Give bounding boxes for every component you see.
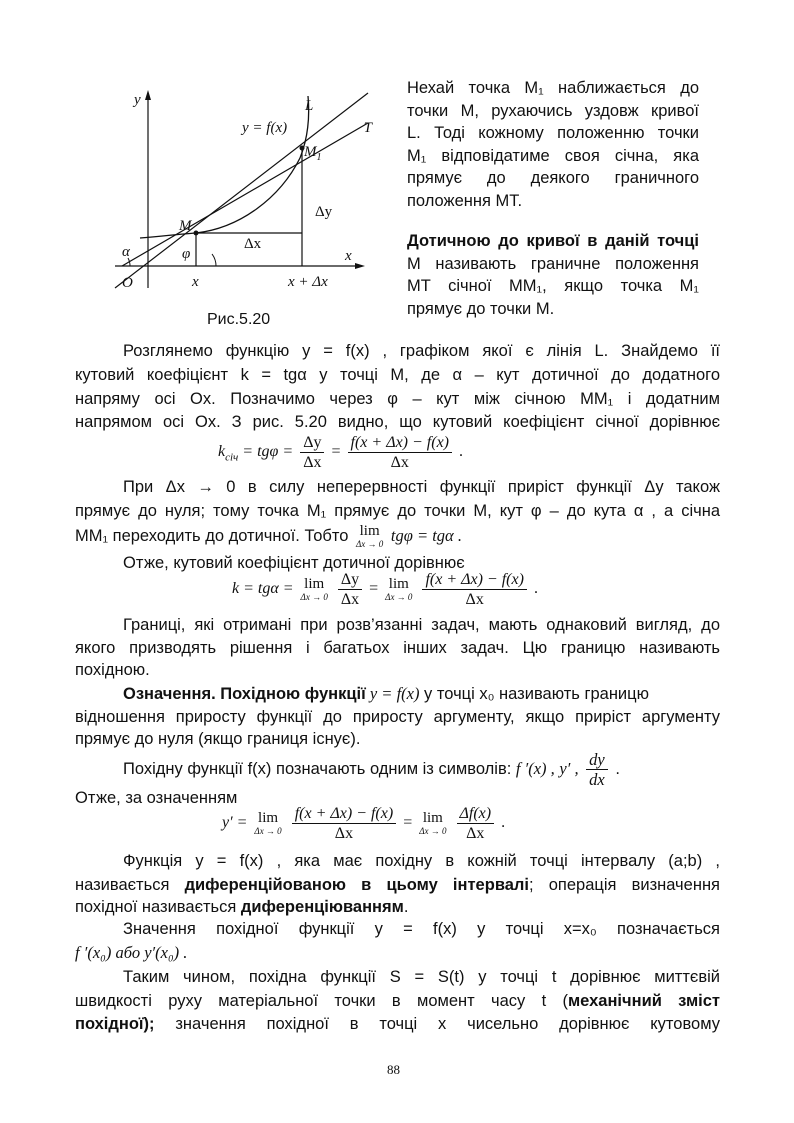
p3-line-4: напрямом осі Ox. З рис. 5.20 видно, що кутовий коефіцієнт січної дорівнює <box>75 413 720 431</box>
figure-5-20 <box>110 88 370 303</box>
p10-line-1: Значення похідної функції y = f(x) у точці x=x₀ позначається <box>123 920 720 938</box>
rc-line-6: положення MT. <box>407 191 523 210</box>
p8-line: Отже, за означенням <box>75 789 238 807</box>
p10-line-2: f ′(x₀) або y′(x₀) . <box>75 943 188 962</box>
p3-line-3: напряму осі Ox. Позначимо через φ – кут між січною MM₁ і додатним <box>75 390 720 408</box>
p6-line-2: якого призводять рішення і багатьох інших задач. Цю границю називають <box>75 639 720 657</box>
tangent-diagram <box>110 88 370 303</box>
p9-line-1: Функція y = f(x) , яка має похідну в кожній точці інтервалу (a;b) , <box>123 852 720 870</box>
p4-line-2: прямує до нуля; тому точка M₁ прямує до точки M, кут φ – до кута α , а січна <box>75 502 720 520</box>
formula-derivative: y′ = lim Δx → 0 $\frac{f(x + \Delta x) - f(x)}{\Delta x}$ = lim Δx → 0 $\frac{\Delta f(x)}{\Delta x}$ . <box>222 805 506 842</box>
point-m1-label: $M_1$ <box>304 144 322 163</box>
figure-caption: Рис.5.20 <box>207 311 271 328</box>
formula-k-tangent: k = tgα = lim Δx → 0 $\frac{\Delta y}{\Delta x}$ = lim Δx → 0 $\frac{f(x + \Delta x) - f(x)}{\Delta x}$ . <box>232 571 538 608</box>
p5-line: Отже, кутовий коефіцієнт дотичної дорівнює <box>123 554 465 572</box>
curve-label: L <box>305 98 314 114</box>
dy-label: Δy <box>315 204 333 220</box>
right-column <box>407 77 699 320</box>
definition-tangent-title: Дотичною до кривої в даній точці <box>407 232 699 250</box>
p11-line-1: Таким чином, похідна функції S = S(t) у точці t дорівнює миттєвій <box>123 968 720 986</box>
symbols-line: Похідну функції f(x) позначають одним із символів: f ′(x) , y′ , $\frac{dy}{dx}$ . <box>123 750 620 789</box>
definition-line-2: відношення приросту функції до приросту аргументу, якщо приріст аргументу <box>75 708 720 726</box>
definition-line-1: Означення. Похідною функції y = f(x) у точці x₀ називають границю <box>123 684 649 703</box>
p11-line-3: похідної); значення похідної в точці x чисельно дорівнює кутовому <box>75 1015 720 1033</box>
p9-line-2: називається диференційованою в цьому інтервалі; операція визначення <box>75 876 720 894</box>
formula-k-secant: $k_{січ} = tg\varphi$ = $\frac{\Delta y}{\Delta x}$ = $\frac{f(x + \Delta x) - f(x)}{\Delta x}$ . <box>218 434 464 471</box>
function-label: y = f(x) <box>242 120 288 136</box>
alpha-label: α <box>122 244 130 260</box>
rc-line-4: M₁ відповідатиме своя січна, яка <box>407 146 699 165</box>
dx-label: Δx <box>244 236 262 252</box>
p4-line-1: При Δx → 0 в силу неперервності функції приріст функції Δy також <box>123 478 720 496</box>
p6-line-3: похідною. <box>75 661 150 679</box>
rc-line-5: прямує до деякого граничного <box>407 169 699 187</box>
tangent-label: T <box>363 120 372 136</box>
rc-def-line-4: прямує до точки M. <box>407 299 555 318</box>
p11-line-2: швидкості руху матеріальної точки в момент часу t (механічний зміст <box>75 992 720 1010</box>
p3-line-2: кутовий коефіцієнт k = tgα у точці M, де α – кут дотичної до додатного <box>75 366 720 384</box>
origin-label: O <box>122 275 133 291</box>
rc-line-3: L. Тоді кожному положенню точки <box>407 124 699 142</box>
p6-line-1: Границі, які отримані при розв’язанні задач, мають однаковий вигляд, до <box>123 616 720 634</box>
x-axis-label: x <box>345 248 352 264</box>
rc-def-line-3: MT січної MM₁, якщо точка M₁ <box>407 277 699 295</box>
rc-line-1: Нехай точка M₁ наближається до <box>407 79 699 97</box>
rc-line-2: точки M, рухаючись уздовж кривої <box>407 101 699 120</box>
rc-def-line-2: M називають граничне положення <box>407 254 699 273</box>
point-m-label: M <box>179 218 192 234</box>
phi-label: φ <box>182 246 191 262</box>
y-axis-label: y <box>134 92 141 108</box>
page-number: 88 <box>387 1062 400 1077</box>
p9-line-3: похідної називається диференціюванням. <box>75 898 409 916</box>
x-dx-tick-label: x + Δx <box>288 274 328 290</box>
definition-line-3: прямує до нуля (якщо границя існує). <box>75 730 361 748</box>
p3-line-1: Розглянемо функцію y = f(x) , графіком якої є лінія L. Знайдемо її <box>123 342 720 360</box>
p4-line-3: MM₁ переходить до дотичної. Тобто lim Δx → 0 tgφ = tgα . <box>75 523 462 549</box>
x-tick-label: x <box>192 274 199 290</box>
